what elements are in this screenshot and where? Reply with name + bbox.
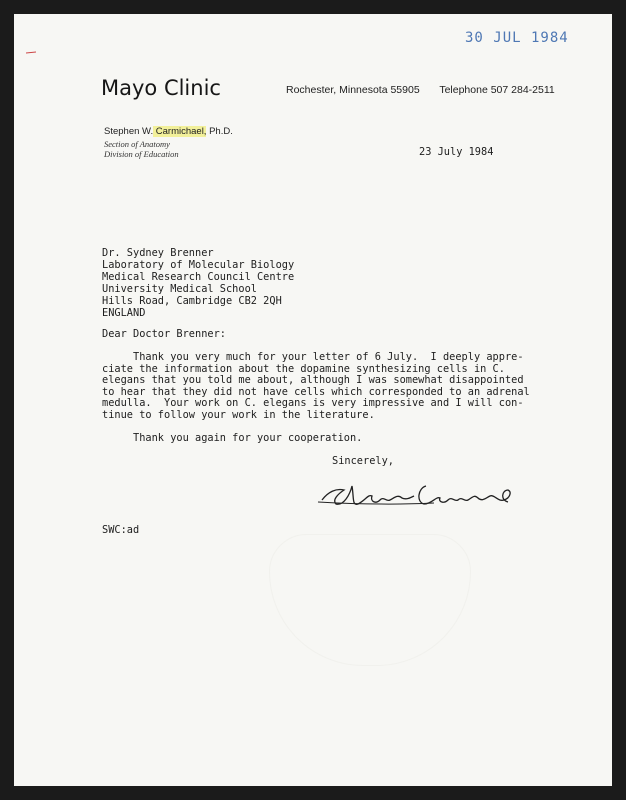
salutation: Dear Doctor Brenner: [102, 328, 226, 340]
paragraph-line: medulla. Your work on C. elegans is very impressive and I will con- [102, 397, 524, 409]
letter-page [14, 14, 612, 786]
letterhead-address: Rochester, Minnesota 55905 [286, 84, 420, 96]
paragraph-line: to hear that they did not have cells which corresponded to an adrenal [102, 385, 530, 398]
recipient-line: Dr. Sydney Brenner [102, 247, 214, 259]
author-section: Section of Anatomy [104, 139, 170, 149]
letter-date: 23 July 1984 [419, 146, 494, 158]
recipient-address [102, 247, 294, 319]
recipient-line: Medical Research Council Centre [102, 271, 295, 283]
author-name-highlighted: Carmichael, [153, 126, 207, 137]
letterhead-telephone: Telephone 507 284-2511 [439, 84, 555, 96]
paragraph-line: ciate the information about the dopamine synthesizing cells in C. [102, 362, 505, 375]
recipient-line: Laboratory of Molecular Biology [102, 259, 295, 271]
typist-initials: SWC:ad [102, 524, 140, 536]
paragraph-line: tinue to follow your work in the literature. [102, 408, 375, 421]
red-ink-mark [26, 42, 36, 44]
author-name [104, 126, 233, 137]
recipient-line: ENGLAND [102, 307, 146, 319]
handwritten-signature [314, 472, 524, 512]
closing: Sincerely, [332, 455, 394, 467]
letterhead-address-line [286, 84, 555, 96]
paragraph-line: Thank you very much for your letter of 6 July. I deeply appre- [102, 351, 524, 363]
author-name-prefix: Stephen W. [104, 126, 154, 137]
recipient-line: University Medical School [102, 283, 257, 295]
author-division: Division of Education [104, 149, 179, 159]
watermark-seal [269, 534, 471, 666]
letterhead-logo: Mayo Clinic [101, 76, 221, 100]
body-paragraph-2: Thank you again for your cooperation. [102, 432, 363, 444]
paragraph-line: elegans that you told me about, although I was somewhat disappointed [102, 374, 524, 386]
received-date-stamp: 30 JUL 1984 [465, 30, 569, 46]
body-paragraph-1 [102, 352, 530, 421]
recipient-line: Hills Road, Cambridge CB2 2QH [102, 295, 282, 307]
author-degree: Ph.D. [206, 126, 233, 137]
